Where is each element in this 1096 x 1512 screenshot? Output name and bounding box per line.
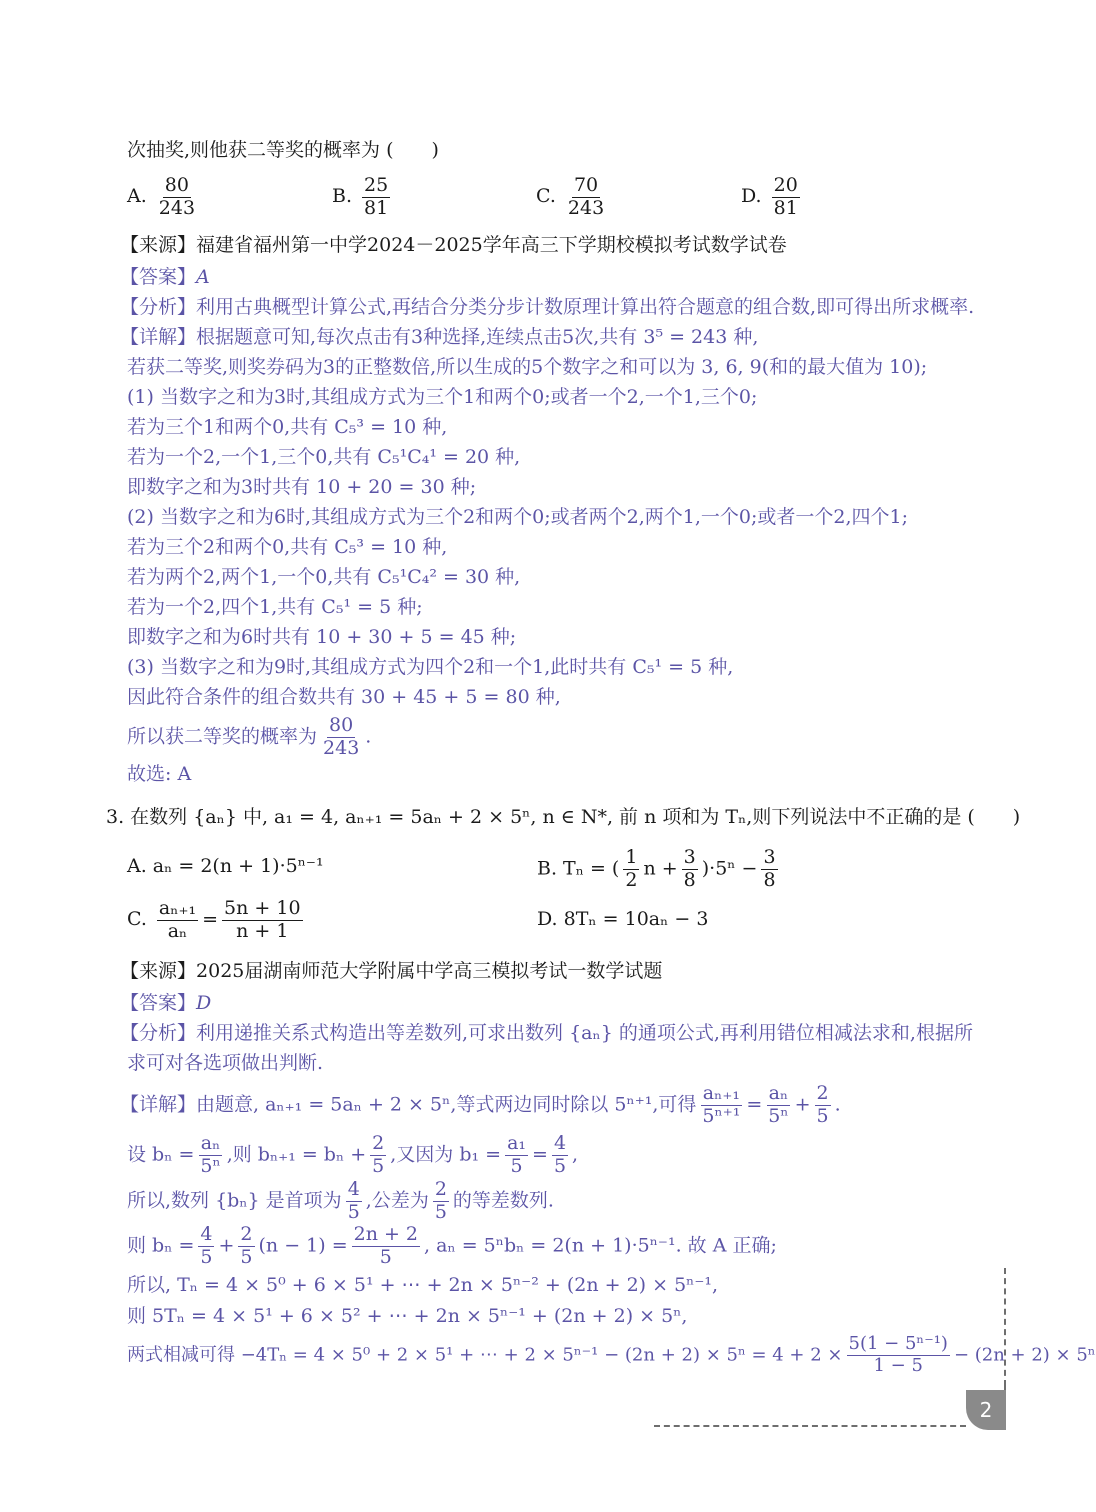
q3-option-a: A. aₙ = 2(n + 1)·5ⁿ⁻¹ xyxy=(127,855,324,877)
page-number: 2 xyxy=(966,1390,1006,1430)
q3-detail-line: 所以, Tₙ = 4 × 5⁰ + 6 × 5¹ + ⋯ + 2n × 5ⁿ⁻² + (2n + 2) × 5ⁿ⁻¹, xyxy=(127,1274,719,1296)
q2-detail-line: (3) 当数字之和为9时,其组成方式为四个2和一个1,此时共有 C₅¹ = 5 种, xyxy=(127,656,734,678)
q2-detail-line: (2) 当数字之和为6时,其组成方式为三个2和两个0;或者两个2,两个1,一个0;或者一个2,四个1; xyxy=(127,506,909,528)
q2-detail-line: (1) 当数字之和为3时,其组成方式为三个1和两个0;或者一个2,一个1,三个0; xyxy=(127,386,758,408)
q3-analysis: 【分析】利用递推关系式构造出等差数列,可求出数列 {aₙ} 的通项公式,再利用错位相减法求和,根据所 xyxy=(120,1022,973,1044)
q3-detail-line: 则 5Tₙ = 4 × 5¹ + 6 × 5² + ⋯ + 2n × 5ⁿ⁻¹ + (2n + 2) × 5ⁿ, xyxy=(127,1305,688,1327)
q3-source: 【来源】2025届湖南师范大学附属中学高三模拟考试一数学试题 xyxy=(120,960,663,982)
page-border-horizontal xyxy=(654,1425,966,1427)
q2-detail-line: 若为两个2,两个1,一个0,共有 C₅¹C₄² = 30 种, xyxy=(127,566,521,588)
q2-detail-line: 即数字之和为3时共有 10 + 20 = 30 种; xyxy=(127,476,477,498)
q2-detail-line: 即数字之和为6时共有 10 + 30 + 5 = 45 种; xyxy=(127,626,517,648)
q3-option-d: D. 8Tₙ = 10aₙ − 3 xyxy=(537,908,709,930)
q3-detail-line: 【详解】由题意, aₙ₊₁ = 5aₙ + 2 × 5ⁿ,等式两边同时除以 5ⁿ⁺¹,可得 $\frac{\text{aₙ₊₁}}{\text{5ⁿ⁺¹}}$ = $\frac{\text{aₙ}}{\text{5ⁿ}}$ + $\frac{2}{5}$ . xyxy=(120,1082,841,1127)
q2-analysis: 【分析】利用古典概型计算公式,再结合分类分步计数原理计算出符合题意的组合数,即可得出所求概率. xyxy=(120,296,975,318)
q2-option-a: A. $\frac{80}{243}$ xyxy=(127,174,196,219)
q2-choose: 故选: A xyxy=(127,763,192,785)
q2-source: 【来源】福建省福州第一中学2024－2025学年高三下学期校模拟考试数学试卷 xyxy=(120,234,787,256)
q3-option-b: B. Tₙ = ( $\frac{1}{2}$ n + $\frac{3}{8}$ )·5ⁿ − $\frac{3}{8}$ xyxy=(537,846,776,891)
q2-detail-line: 若为三个2和两个0,共有 C₅³ = 10 种, xyxy=(127,536,448,558)
q2-detail-line: 因此符合条件的组合数共有 30 + 45 + 5 = 80 种, xyxy=(127,686,561,708)
q2-stem-end: 次抽奖,则他获二等奖的概率为 ( ) xyxy=(127,139,439,161)
q3-analysis-cont: 求可对各选项做出判断. xyxy=(127,1052,324,1074)
q3-detail-line: 设 bₙ = $\frac{\text{aₙ}}{\text{5ⁿ}}$ ,则 bₙ₊₁ = bₙ + $\frac{2}{5}$ ,又因为 b₁ = $\frac{\text{a₁}}{5}$ = $\frac{4}{5}$ , xyxy=(127,1132,579,1177)
q2-answer: 【答案】A xyxy=(120,266,210,288)
q2-option-c: C. $\frac{70}{243}$ xyxy=(536,174,605,219)
q2-probability-line: 所以获二等奖的概率为 $\frac{80}{243}$ . xyxy=(127,714,372,759)
q2-option-b: B. $\frac{25}{81}$ xyxy=(332,174,389,219)
q3-detail-line: 则 bₙ = $\frac{4}{5}$ + $\frac{2}{5}$ (n − 1) = $\frac{2n + 2}{5}$ , aₙ = 5ⁿbₙ = 2(n + 1)·5ⁿ⁻¹. 故 A 正确; xyxy=(127,1223,777,1268)
q3-answer: 【答案】D xyxy=(120,992,212,1014)
q2-detail-line: 若为一个2,四个1,共有 C₅¹ = 5 种; xyxy=(127,596,423,618)
q3-option-c: C. $\frac{\text{aₙ₊₁}}{\text{aₙ}}$ = $\frac{5n + 10}{n + 1}$ xyxy=(127,897,301,942)
q3-stem: 3. 在数列 {aₙ} 中, a₁ = 4, aₙ₊₁ = 5aₙ + 2 × 5ⁿ, n ∈ N*, 前 n 项和为 Tₙ,则下列说法中不正确的是 ( ) xyxy=(106,806,1021,828)
q3-detail-line: 两式相减可得 −4Tₙ = 4 × 5⁰ + 2 × 5¹ + ⋯ + 2 × 5ⁿ⁻¹ − (2n + 2) × 5ⁿ = 4 + 2 × $\frac{\text{5(1 − 5ⁿ⁻¹)}}{1 - 5}$ − (2n + 2) × 5ⁿ xyxy=(127,1333,1096,1376)
q2-detail-line: 若获二等奖,则奖券码为3的正整数倍,所以生成的5个数字之和可以为 3, 6, 9(和的最大值为 10); xyxy=(127,356,928,378)
q2-detail-line: 若为三个1和两个0,共有 C₅³ = 10 种, xyxy=(127,416,448,438)
q2-detail-line: 若为一个2,一个1,三个0,共有 C₅¹C₄¹ = 20 种, xyxy=(127,446,521,468)
q2-option-d: D. $\frac{20}{81}$ xyxy=(741,174,798,219)
page-border-vertical xyxy=(1004,1268,1006,1386)
q2-detail-line: 【详解】根据题意可知,每次点击有3种选择,连续点击5次,共有 3⁵ = 243 种, xyxy=(120,326,759,348)
q3-detail-line: 所以,数列 {bₙ} 是首项为 $\frac{4}{5}$ ,公差为 $\frac{2}{5}$ 的等差数列. xyxy=(127,1178,554,1223)
